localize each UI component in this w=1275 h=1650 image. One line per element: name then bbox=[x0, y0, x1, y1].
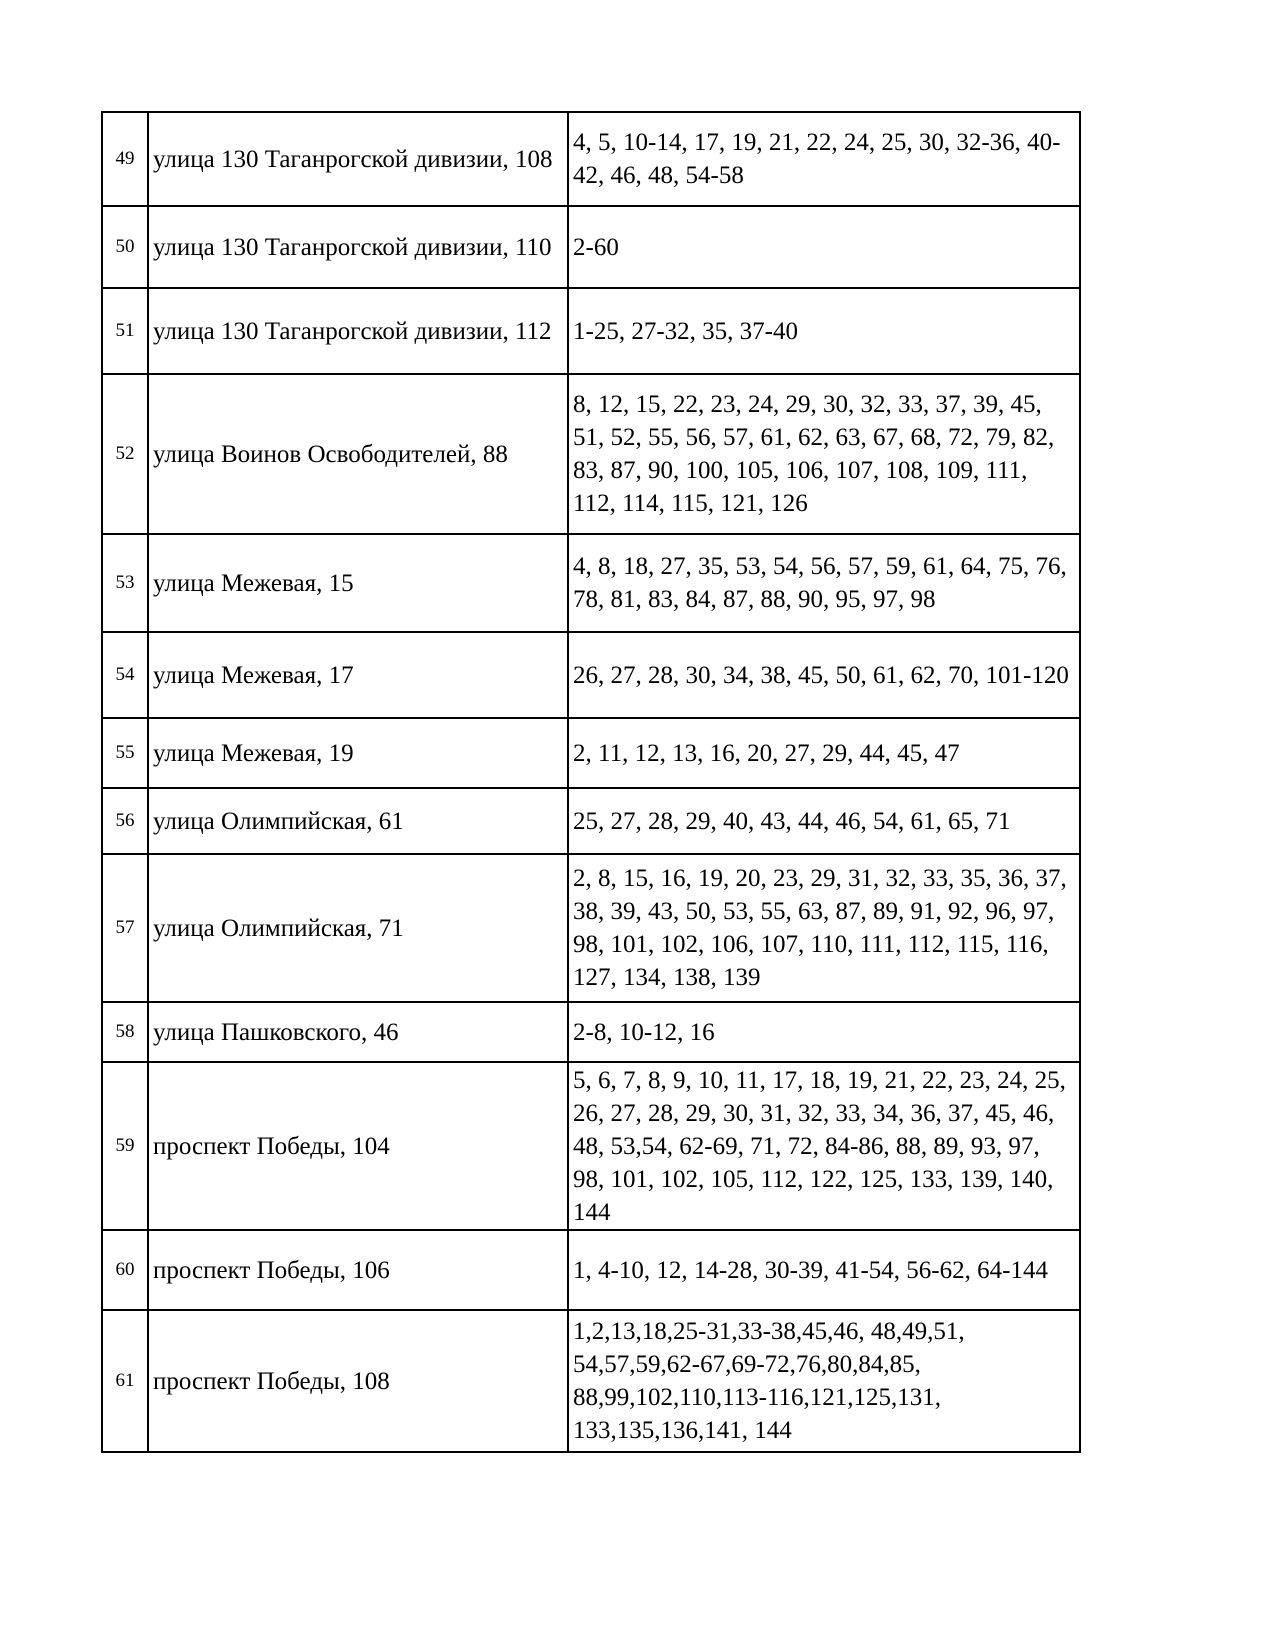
address-cell: улица Олимпийская, 71 bbox=[148, 854, 568, 1002]
address-cell: улица 130 Таганрогской дивизии, 110 bbox=[148, 206, 568, 288]
row-number: 54 bbox=[102, 632, 148, 718]
apartments-cell: 2-60 bbox=[568, 206, 1080, 288]
table-row bbox=[102, 632, 1080, 718]
table-row bbox=[102, 788, 1080, 854]
apartments-cell: 8, 12, 15, 22, 23, 24, 29, 30, 32, 33, 37, 39, 45, 51, 52, 55, 56, 57, 61, 62, 63, 67, 68, 72, 79, 82, 83, 87, 90, 100, 105, 106, 107, 108, 109, 111, 112, 114, 115, 121, 126 bbox=[568, 374, 1080, 534]
address-cell: улица 130 Таганрогской дивизии, 108 bbox=[148, 112, 568, 206]
row-number: 59 bbox=[102, 1062, 148, 1230]
table-row bbox=[102, 1310, 1080, 1452]
row-number: 51 bbox=[102, 288, 148, 374]
row-number: 60 bbox=[102, 1230, 148, 1310]
table-row bbox=[102, 374, 1080, 534]
address-cell: проспект Победы, 108 bbox=[148, 1310, 568, 1452]
address-cell: улица Межевая, 19 bbox=[148, 718, 568, 788]
apartments-cell: 1-25, 27-32, 35, 37-40 bbox=[568, 288, 1080, 374]
address-cell: улица Межевая, 17 bbox=[148, 632, 568, 718]
row-number: 53 bbox=[102, 534, 148, 632]
apartments-cell: 4, 5, 10-14, 17, 19, 21, 22, 24, 25, 30, 32-36, 40-42, 46, 48, 54-58 bbox=[568, 112, 1080, 206]
apartments-cell: 2, 8, 15, 16, 19, 20, 23, 29, 31, 32, 33, 35, 36, 37, 38, 39, 43, 50, 53, 55, 63, 87, 89, 91, 92, 96, 97, 98, 101, 102, 106, 107, 110, 111, 112, 115, 116, 127, 134, 138, 139 bbox=[568, 854, 1080, 1002]
row-number: 50 bbox=[102, 206, 148, 288]
apartments-cell: 5, 6, 7, 8, 9, 10, 11, 17, 18, 19, 21, 22, 23, 24, 25, 26, 27, 28, 29, 30, 31, 32, 33, 34, 36, 37, 45, 46, 48, 53,54, 62-69, 71, 72, 84-86, 88, 89, 93, 97, 98, 101, 102, 105, 112, 122, 125, 133, 139, 140, 144 bbox=[568, 1062, 1080, 1230]
table-row bbox=[102, 1062, 1080, 1230]
address-cell: улица Воинов Освободителей, 88 bbox=[148, 374, 568, 534]
table-row bbox=[102, 206, 1080, 288]
address-table bbox=[101, 111, 1081, 1453]
apartments-cell: 26, 27, 28, 30, 34, 38, 45, 50, 61, 62, 70, 101-120 bbox=[568, 632, 1080, 718]
apartments-cell: 2-8, 10-12, 16 bbox=[568, 1002, 1080, 1062]
row-number: 55 bbox=[102, 718, 148, 788]
apartments-cell: 25, 27, 28, 29, 40, 43, 44, 46, 54, 61, 65, 71 bbox=[568, 788, 1080, 854]
apartments-cell: 4, 8, 18, 27, 35, 53, 54, 56, 57, 59, 61, 64, 75, 76, 78, 81, 83, 84, 87, 88, 90, 95, 97, 98 bbox=[568, 534, 1080, 632]
table-row bbox=[102, 112, 1080, 206]
row-number: 56 bbox=[102, 788, 148, 854]
address-cell: улица Пашковского, 46 bbox=[148, 1002, 568, 1062]
row-number: 49 bbox=[102, 112, 148, 206]
row-number: 52 bbox=[102, 374, 148, 534]
apartments-cell: 2, 11, 12, 13, 16, 20, 27, 29, 44, 45, 47 bbox=[568, 718, 1080, 788]
table-row bbox=[102, 854, 1080, 1002]
table-row bbox=[102, 534, 1080, 632]
table-row bbox=[102, 1002, 1080, 1062]
apartments-cell: 1, 4-10, 12, 14-28, 30-39, 41-54, 56-62, 64-144 bbox=[568, 1230, 1080, 1310]
row-number: 61 bbox=[102, 1310, 148, 1452]
row-number: 58 bbox=[102, 1002, 148, 1062]
table-row bbox=[102, 1230, 1080, 1310]
address-cell: улица Межевая, 15 bbox=[148, 534, 568, 632]
address-cell: проспект Победы, 104 bbox=[148, 1062, 568, 1230]
table-row bbox=[102, 718, 1080, 788]
apartments-cell: 1,2,13,18,25-31,33-38,45,46, 48,49,51, 54,57,59,62-67,69-72,76,80,84,85, 88,99,102,110,113-116,121,125,131, 133,135,136,141, 144 bbox=[568, 1310, 1080, 1452]
row-number: 57 bbox=[102, 854, 148, 1002]
address-cell: проспект Победы, 106 bbox=[148, 1230, 568, 1310]
address-cell: улица Олимпийская, 61 bbox=[148, 788, 568, 854]
address-cell: улица 130 Таганрогской дивизии, 112 bbox=[148, 288, 568, 374]
table-row bbox=[102, 288, 1080, 374]
